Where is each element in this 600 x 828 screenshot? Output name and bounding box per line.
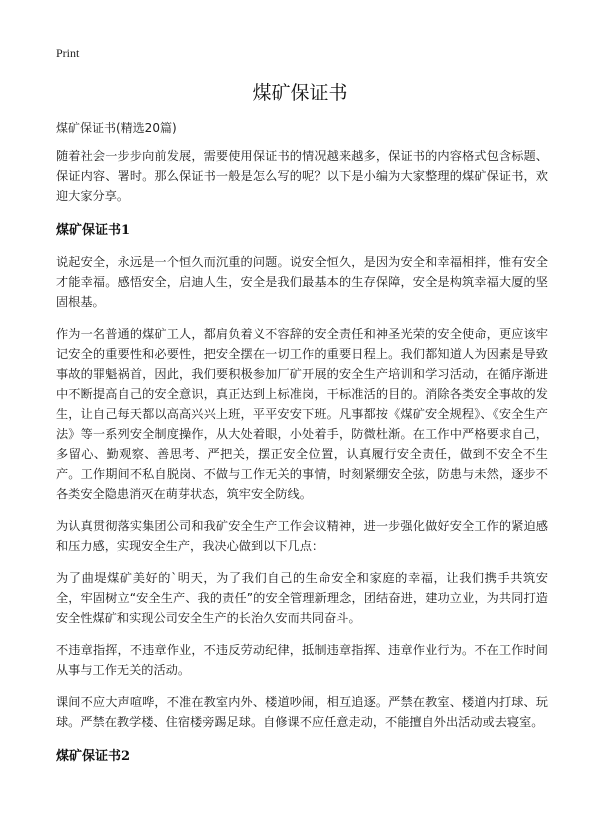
document-body	[56, 120, 548, 778]
page-title: 煤矿保证书	[252, 82, 348, 104]
section-paragraph: 为认真贯彻落实集团公司和我矿安全生产工作会议精神，进一步强化做好安全工作的紧迫感和压力感，实现安全生产，我决心做到以下几点：	[56, 519, 548, 553]
section-paragraph: 为了曲堤煤矿美好的`明天，为了我们自己的生命安全和家庭的幸福，让我们携手共筑安全，牢固树立“安全生产、我的责任”的安全管理新理念，团结奋进，建功立业，为共同打造安全性煤矿和实现公司安全生产的长治久安而共同奋斗。	[56, 571, 548, 625]
document-subtitle: 煤矿保证书(精选20篇)	[56, 121, 177, 135]
intro-paragraph: 随着社会一步步向前发展，需要使用保证书的情况越来越多，保证书的内容格式包含标题、保证内容、署时。那么保证书一般是怎么写的呢？以下是小编为大家整理的煤矿保证书，欢迎大家分享。	[56, 149, 548, 203]
section-heading: 煤矿保证书1	[56, 223, 131, 238]
section-paragraph: 不违章指挥，不违章作业，不违反劳动纪律，抵制违章指挥、违章作业行为。不在工作时间从事与工作无关的活动。	[56, 643, 548, 677]
section-heading: 煤矿保证书2	[56, 749, 131, 764]
section-paragraph: 课间不应大声喧哗，不准在教室内外、楼道吵闹，相互追逐。严禁在教室、楼道内打球、玩球。严禁在教学楼、住宿楼旁踢足球。自修课不应任意走动，不能擅自外出活动或去寝室。	[56, 695, 548, 729]
section-paragraph: 说起安全，永远是一个恒久而沉重的问题。说安全恒久，是因为安全和幸福相拌，惟有安全才能幸福。感悟安全，启迪人生，安全是我们最基本的生存保障，安全是构筑幸福大厦的坚固根基。	[56, 255, 548, 309]
section-paragraph: 作为一名普通的煤矿工人，都肩负着义不容辞的安全责任和神圣光荣的安全使命，更应该牢记安全的重要性和必要性，把安全摆在一切工作的重要日程上。我们都知道人为因素是导致事故的罪魁祸首，因此，我们要积极参加厂矿开展的安全生产培训和学习活动，在循序渐进中不断提高自己的安全意识，真正达到上标准岗，干标准活的目的。消除各类安全事故的发生，让自己每天都以高高兴兴上班，平平安安下班。凡事都按《煤矿安全规程》、《安全生产法》等一系列安全制度操作，从大处着眼，小处着手，防微杜渐。在工作中严格要求自己，多留心、勤观察、善思考、严把关，摆正安全位置，认真履行安全责任，做到不安全不生产。工作期间不私自脱岗、不做与工作无关的事情，时刻紧绷安全弦，防患与未然，逐步不各类安全隐患消灭在萌芽状态，筑牢安全防线。	[56, 327, 548, 501]
print-link[interactable]: Print	[56, 46, 80, 60]
